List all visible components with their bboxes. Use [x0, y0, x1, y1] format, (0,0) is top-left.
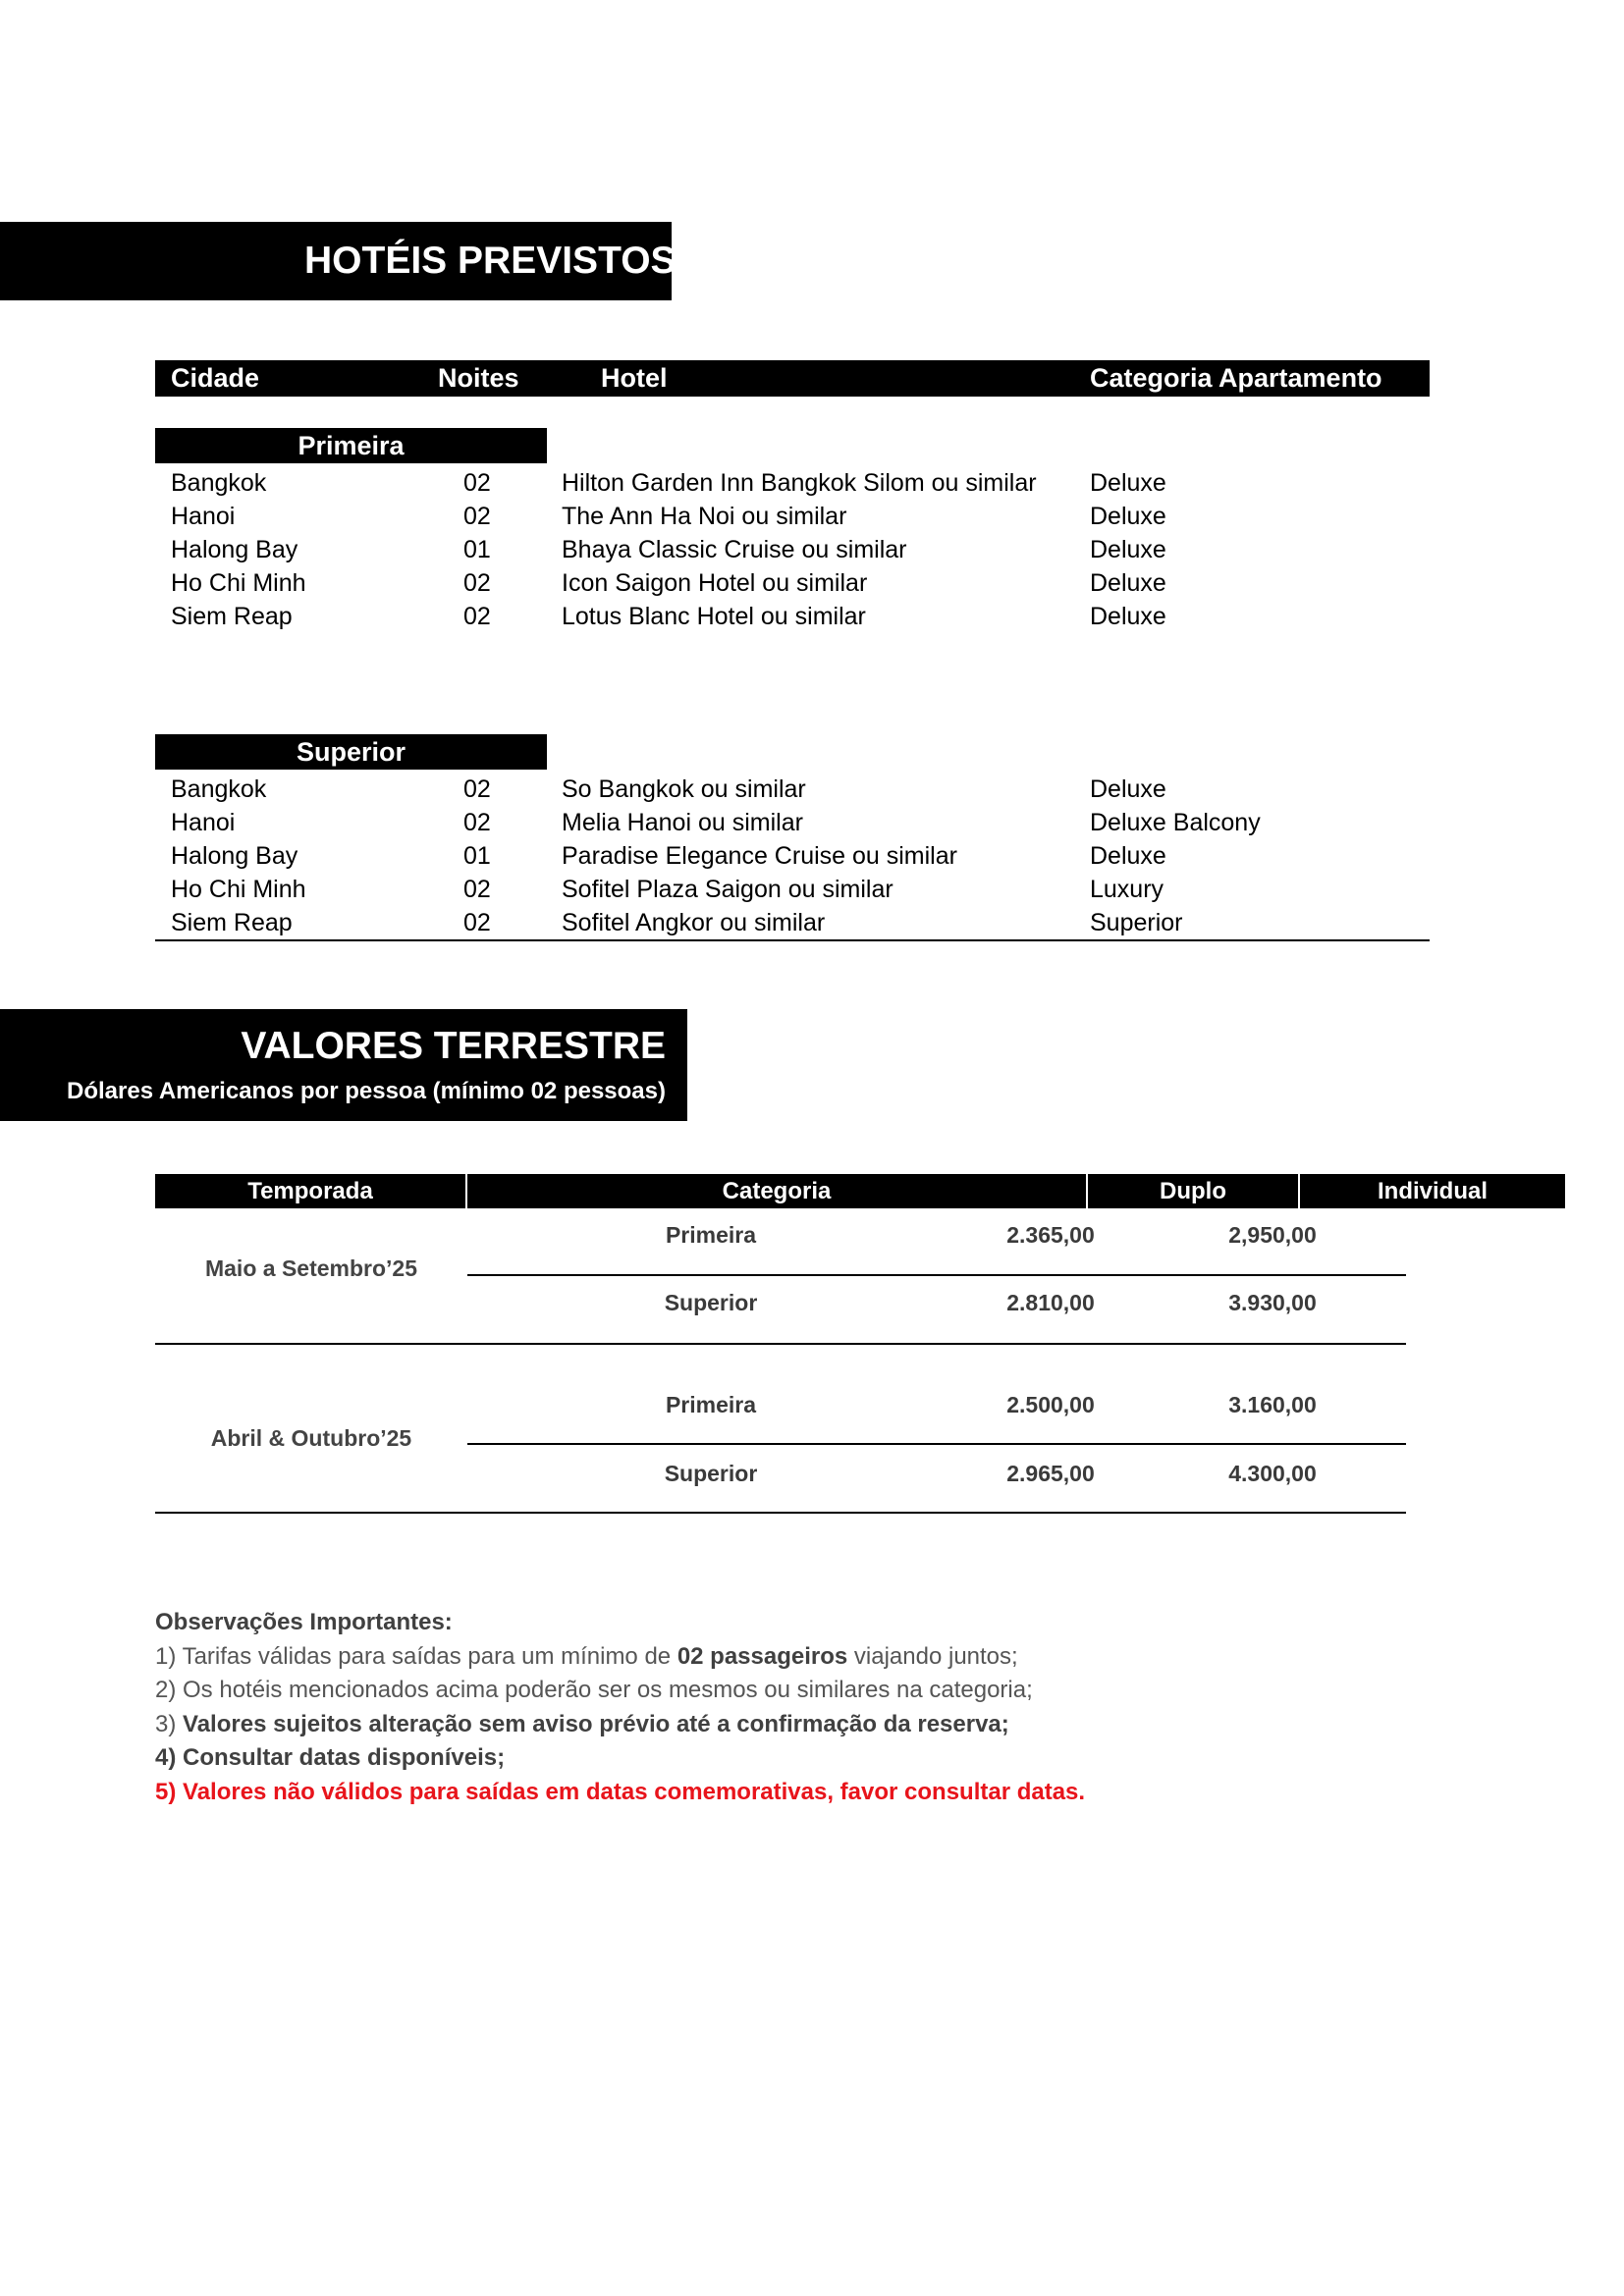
room-category: Deluxe	[1090, 503, 1166, 530]
header-category: Categoria	[467, 1174, 1086, 1208]
note-3	[155, 1708, 1085, 1742]
hotels-table-bottom-rule	[155, 939, 1430, 941]
nights: 02	[463, 775, 491, 803]
prices-table-header	[155, 1174, 1488, 1208]
city: Hanoi	[171, 503, 236, 530]
row-divider	[467, 1443, 1406, 1445]
room-category: Deluxe	[1090, 842, 1166, 870]
room-category: Deluxe	[1090, 469, 1166, 497]
prices-banner	[0, 1009, 687, 1121]
table-row	[155, 466, 1422, 500]
note-1-bold: 02 passageiros	[677, 1642, 848, 1670]
nights: 01	[463, 536, 491, 563]
room-category: Luxury	[1090, 876, 1164, 903]
city: Halong Bay	[171, 536, 298, 563]
note-3-number: 3)	[155, 1710, 184, 1737]
hotel: Melia Hanoi ou similar	[562, 809, 803, 836]
room-category: Deluxe	[1090, 569, 1166, 597]
table-row	[155, 566, 1422, 600]
row-divider	[467, 1274, 1406, 1276]
note-1-start: 1) Tarifas válidas para saídas para um mínimo de	[155, 1642, 677, 1670]
city: Hanoi	[171, 809, 236, 836]
double-price: 2.365,00	[1006, 1222, 1095, 1248]
room-category: Superior	[1090, 909, 1183, 936]
city: Halong Bay	[171, 842, 298, 870]
nights: 01	[463, 842, 491, 870]
city: Siem Reap	[171, 603, 293, 630]
hotels-table-header	[155, 360, 1430, 397]
hotel: Paradise Elegance Cruise ou similar	[562, 842, 957, 870]
header-nights: Noites	[438, 363, 519, 393]
hotel: Bhaya Classic Cruise ou similar	[562, 536, 907, 563]
table-row	[155, 839, 1422, 873]
notes-title: Observações Importantes:	[155, 1609, 453, 1635]
season-label: Abril & Outubro’25	[210, 1425, 412, 1451]
room-category: Deluxe	[1090, 536, 1166, 563]
table-row	[155, 773, 1422, 806]
category: Superior	[664, 1290, 758, 1315]
category: Primeira	[665, 1392, 757, 1417]
room-category: Deluxe	[1090, 775, 1166, 803]
header-single: Individual	[1300, 1174, 1565, 1208]
header-season: Temporada	[155, 1174, 465, 1208]
important-notes	[155, 1606, 1085, 1809]
nights: 02	[463, 876, 491, 903]
double-price: 2.965,00	[1006, 1461, 1095, 1486]
nights: 02	[463, 503, 491, 530]
city: Bangkok	[171, 775, 267, 803]
note-5: 5) Valores não válidos para saídas em datas comemorativas, favor consultar datas.	[155, 1778, 1086, 1805]
nights: 02	[463, 603, 491, 630]
prices-title: VALORES TERRESTRE	[241, 1025, 666, 1067]
note-3-bold: Valores sujeitos alteração sem aviso prévio até a confirmação da reserva;	[183, 1710, 1009, 1737]
hotels-banner	[0, 222, 677, 300]
table-row	[155, 600, 1422, 633]
room-category: Deluxe Balcony	[1090, 809, 1261, 836]
hotel: Lotus Blanc Hotel ou similar	[562, 603, 866, 630]
header-city: Cidade	[171, 363, 260, 393]
note-1	[155, 1640, 1085, 1675]
table-row	[155, 906, 1422, 939]
table-row	[155, 806, 1422, 839]
header-hotel: Hotel	[601, 363, 668, 393]
double-price: 2.500,00	[1006, 1392, 1095, 1417]
hotel: Sofitel Angkor ou similar	[562, 909, 826, 936]
city: Siem Reap	[171, 909, 293, 936]
group-label-primeira: Primeira	[155, 428, 547, 463]
hotel: The Ann Ha Noi ou similar	[562, 503, 847, 530]
hotel: Hilton Garden Inn Bangkok Silom ou similar	[562, 469, 1037, 497]
note-2: 2) Os hotéis mencionados acima poderão ser os mesmos ou similares na categoria;	[155, 1677, 1033, 1703]
note-4: 4) Consultar datas disponíveis;	[155, 1744, 506, 1771]
group-label-superior: Superior	[155, 734, 547, 770]
table-row	[155, 873, 1422, 906]
hotels-title: HOTÉIS PREVISTOS	[304, 240, 677, 282]
season-label: Maio a Setembro’25	[204, 1255, 418, 1281]
season-divider	[155, 1343, 1406, 1345]
single-price: 2,950,00	[1228, 1222, 1317, 1248]
prices-subtitle: Dólares Americanos por pessoa (mínimo 02 pessoas)	[67, 1078, 666, 1104]
city: Ho Chi Minh	[171, 569, 306, 597]
nights: 02	[463, 909, 491, 936]
double-price: 2.810,00	[1006, 1290, 1095, 1315]
note-1-end: viajando juntos;	[847, 1642, 1018, 1670]
single-price: 3.160,00	[1228, 1392, 1317, 1417]
category: Primeira	[665, 1222, 757, 1248]
prices-table-bottom-rule	[155, 1512, 1406, 1514]
room-category: Deluxe	[1090, 603, 1166, 630]
single-price: 3.930,00	[1228, 1290, 1317, 1315]
nights: 02	[463, 469, 491, 497]
header-room-category: Categoria Apartamento	[1090, 363, 1382, 393]
hotel: So Bangkok ou similar	[562, 775, 806, 803]
single-price: 4.300,00	[1228, 1461, 1317, 1486]
nights: 02	[463, 569, 491, 597]
nights: 02	[463, 809, 491, 836]
table-row	[155, 500, 1422, 533]
city: Ho Chi Minh	[171, 876, 306, 903]
category: Superior	[664, 1461, 758, 1486]
hotel: Icon Saigon Hotel ou similar	[562, 569, 868, 597]
hotel: Sofitel Plaza Saigon ou similar	[562, 876, 893, 903]
table-row	[155, 533, 1422, 566]
city: Bangkok	[171, 469, 267, 497]
header-double: Duplo	[1088, 1174, 1298, 1208]
